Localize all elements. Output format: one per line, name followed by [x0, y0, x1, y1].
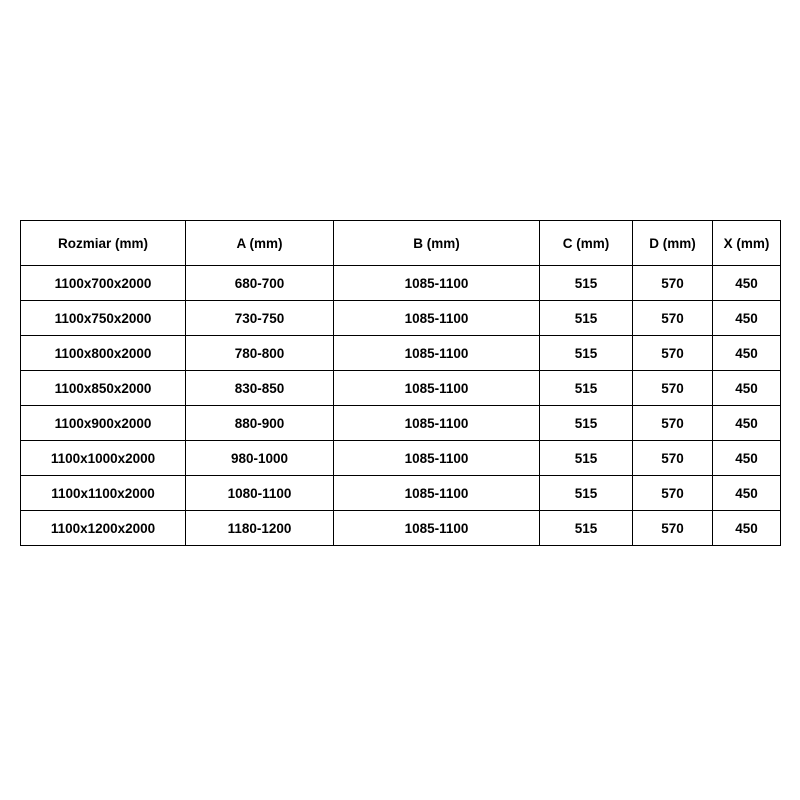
- table-header: [21, 221, 781, 266]
- table-row: [21, 336, 781, 371]
- column-header-a: A (mm): [186, 221, 334, 266]
- cell-x: 450: [713, 406, 781, 441]
- cell-rozmiar: 1100x900x2000: [21, 406, 186, 441]
- cell-x: 450: [713, 336, 781, 371]
- cell-x: 450: [713, 371, 781, 406]
- column-header-b: B (mm): [334, 221, 540, 266]
- cell-a: 1080-1100: [186, 476, 334, 511]
- table-row: [21, 266, 781, 301]
- table-row: [21, 441, 781, 476]
- cell-c: 515: [540, 301, 633, 336]
- spec-table-container: [20, 220, 780, 546]
- column-header-d: D (mm): [633, 221, 713, 266]
- cell-a: 730-750: [186, 301, 334, 336]
- cell-rozmiar: 1100x800x2000: [21, 336, 186, 371]
- cell-rozmiar: 1100x700x2000: [21, 266, 186, 301]
- table-row: [21, 371, 781, 406]
- cell-x: 450: [713, 266, 781, 301]
- cell-b: 1085-1100: [334, 336, 540, 371]
- cell-d: 570: [633, 336, 713, 371]
- cell-b: 1085-1100: [334, 301, 540, 336]
- cell-b: 1085-1100: [334, 266, 540, 301]
- cell-a: 1180-1200: [186, 511, 334, 546]
- cell-rozmiar: 1100x1200x2000: [21, 511, 186, 546]
- column-header-x: X (mm): [713, 221, 781, 266]
- cell-b: 1085-1100: [334, 511, 540, 546]
- cell-b: 1085-1100: [334, 406, 540, 441]
- cell-d: 570: [633, 406, 713, 441]
- cell-c: 515: [540, 476, 633, 511]
- cell-a: 980-1000: [186, 441, 334, 476]
- cell-x: 450: [713, 441, 781, 476]
- cell-c: 515: [540, 336, 633, 371]
- cell-x: 450: [713, 476, 781, 511]
- cell-c: 515: [540, 371, 633, 406]
- cell-d: 570: [633, 441, 713, 476]
- cell-a: 880-900: [186, 406, 334, 441]
- cell-c: 515: [540, 406, 633, 441]
- cell-d: 570: [633, 371, 713, 406]
- cell-a: 680-700: [186, 266, 334, 301]
- cell-b: 1085-1100: [334, 476, 540, 511]
- cell-x: 450: [713, 301, 781, 336]
- cell-b: 1085-1100: [334, 371, 540, 406]
- table-row: [21, 476, 781, 511]
- cell-d: 570: [633, 511, 713, 546]
- cell-c: 515: [540, 511, 633, 546]
- cell-rozmiar: 1100x1100x2000: [21, 476, 186, 511]
- cell-d: 570: [633, 301, 713, 336]
- cell-c: 515: [540, 266, 633, 301]
- cell-d: 570: [633, 266, 713, 301]
- cell-x: 450: [713, 511, 781, 546]
- cell-c: 515: [540, 441, 633, 476]
- table-row: [21, 301, 781, 336]
- table-row: [21, 511, 781, 546]
- column-header-rozmiar: Rozmiar (mm): [21, 221, 186, 266]
- cell-a: 830-850: [186, 371, 334, 406]
- cell-rozmiar: 1100x750x2000: [21, 301, 186, 336]
- table-row: [21, 406, 781, 441]
- cell-b: 1085-1100: [334, 441, 540, 476]
- cell-d: 570: [633, 476, 713, 511]
- cell-rozmiar: 1100x850x2000: [21, 371, 186, 406]
- table-header-row: [21, 221, 781, 266]
- table-body: [21, 266, 781, 546]
- column-header-c: C (mm): [540, 221, 633, 266]
- cell-a: 780-800: [186, 336, 334, 371]
- dimensions-table: [20, 220, 781, 546]
- cell-rozmiar: 1100x1000x2000: [21, 441, 186, 476]
